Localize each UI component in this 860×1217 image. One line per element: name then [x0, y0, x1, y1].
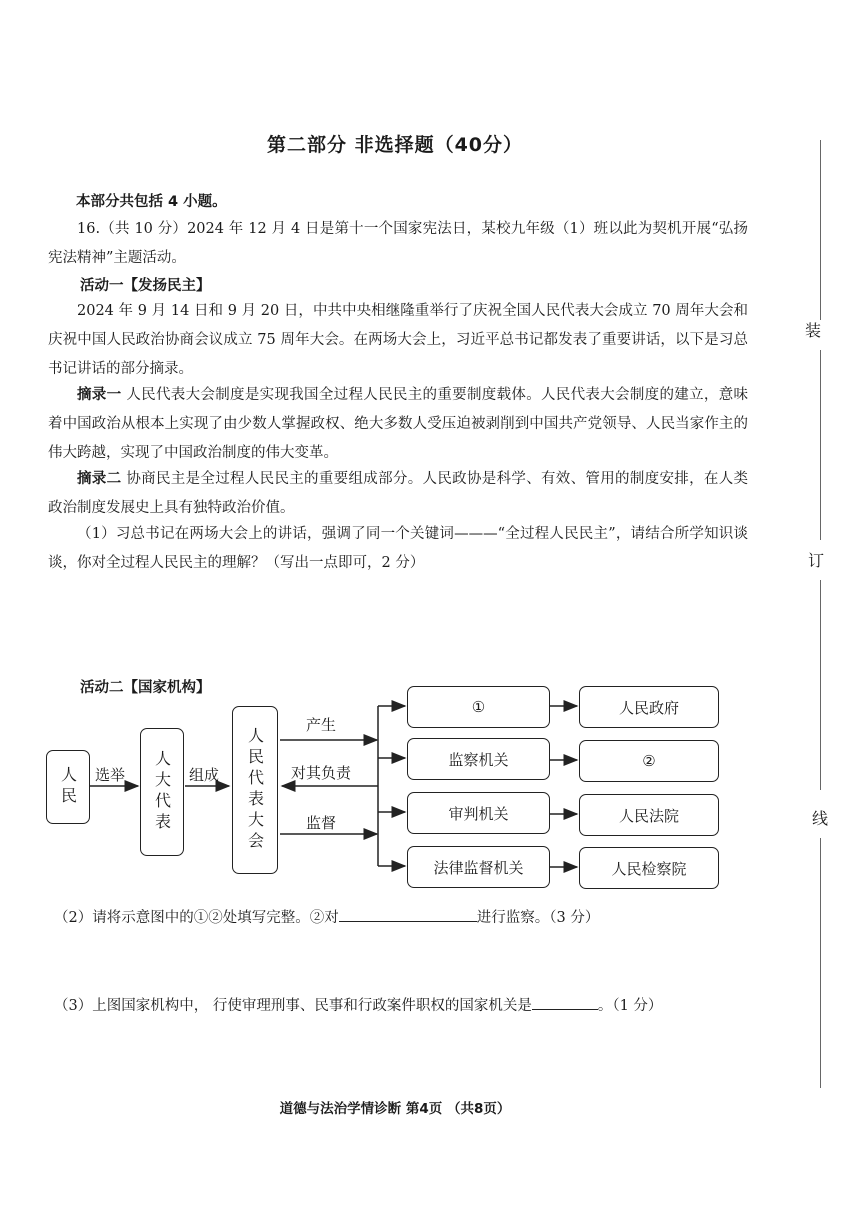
binding-char-2: 订	[808, 551, 825, 570]
excerpt2-label: 摘录二	[77, 471, 122, 487]
node-npc-delegates: 人大代表	[140, 728, 184, 856]
label-responsible: 对其负责	[291, 764, 352, 782]
organ-box-4: 法律监督机关	[407, 846, 550, 888]
result-box-1: 人民政府	[579, 686, 719, 728]
label-compose: 组成	[189, 766, 220, 784]
activity1-title: 活动一【发扬民主】	[80, 278, 211, 294]
q16-lead: 16.（共 10 分）2024 年 12 月 4 日是第十一个国家宪法日，某校九年级（1）班以此为契机开展“弘扬宪法精神”主题活动。	[48, 221, 748, 266]
answer-blank-2[interactable]	[339, 905, 477, 922]
binding-line-segment	[820, 838, 821, 1088]
result-box-2: ②	[579, 740, 719, 782]
answer-blank-3[interactable]	[532, 993, 598, 1010]
organ-box-3: 审判机关	[407, 792, 550, 834]
organ-box-1: ①	[407, 686, 550, 728]
organ-box-2: 监察机关	[407, 738, 550, 780]
excerpt1-label: 摘录一	[77, 387, 122, 403]
label-elect: 选举	[95, 766, 126, 784]
section-title: 第二部分 非选择题（40分）	[266, 134, 524, 156]
binding-line-segment	[820, 140, 821, 320]
binding-line-segment	[820, 350, 821, 540]
sub-question-1: （1）习总书记在两场大会上的讲话，强调了同一个关键词———“全过程人民民主”，请结合所学知识谈谈，你对全过程人民民主的理解？（写出一点即可，2 分）	[48, 526, 748, 571]
excerpt2-text: 协商民主是全过程人民民主的重要组成部分。人民政协是科学、有效、管用的制度安排，在人类政治制度发展史上具有独特政治价值。	[48, 471, 749, 516]
sub-question-2: （2）请将示意图中的①②处填写完整。②对 进行监察。（3 分）	[54, 904, 754, 933]
excerpt1-text: 人民代表大会制度是实现我国全过程人民民主的重要制度载体。人民代表大会制度的建立，意味着中国政治从根本上实现了由少数人掌握政权、绝大多数人受压迫被剥削到中国共产党领导、人民当家作主的伟大跨越，实现了中国政治制度的伟大变革。	[48, 387, 749, 461]
result-box-4: 人民检察院	[579, 847, 719, 889]
binding-line-segment	[820, 580, 821, 790]
page-footer: 道德与法治学情诊断 第4页 （共8页）	[279, 1101, 511, 1117]
node-people: 人民	[46, 750, 90, 824]
result-box-3: 人民法院	[579, 794, 719, 836]
activity1-text: 2024 年 9 月 14 日和 9 月 20 日，中共中央相继隆重举行了庆祝全国人民代表大会成立 70 周年大会和庆祝中国人民政治协商会议成立 75 周年大会。在两场大会上，习近平总书记都发表了重要讲话，以下是习总书记讲话的部分摘录。	[48, 303, 748, 377]
section-intro: 本部分共包括 4 小题。	[76, 194, 227, 210]
node-npc: 人民代表大会	[232, 706, 278, 874]
label-supervise: 监督	[306, 814, 337, 832]
sub-question-3: （3）上图国家机构中， 行使审理刑事、民事和行政案件职权的国家机关是 。（1 分）	[54, 992, 764, 1021]
label-produce: 产生	[306, 716, 337, 734]
binding-char-3: 线	[812, 809, 829, 828]
activity2-title: 活动二【国家机构】	[80, 680, 211, 696]
binding-char-1: 装	[805, 321, 822, 340]
